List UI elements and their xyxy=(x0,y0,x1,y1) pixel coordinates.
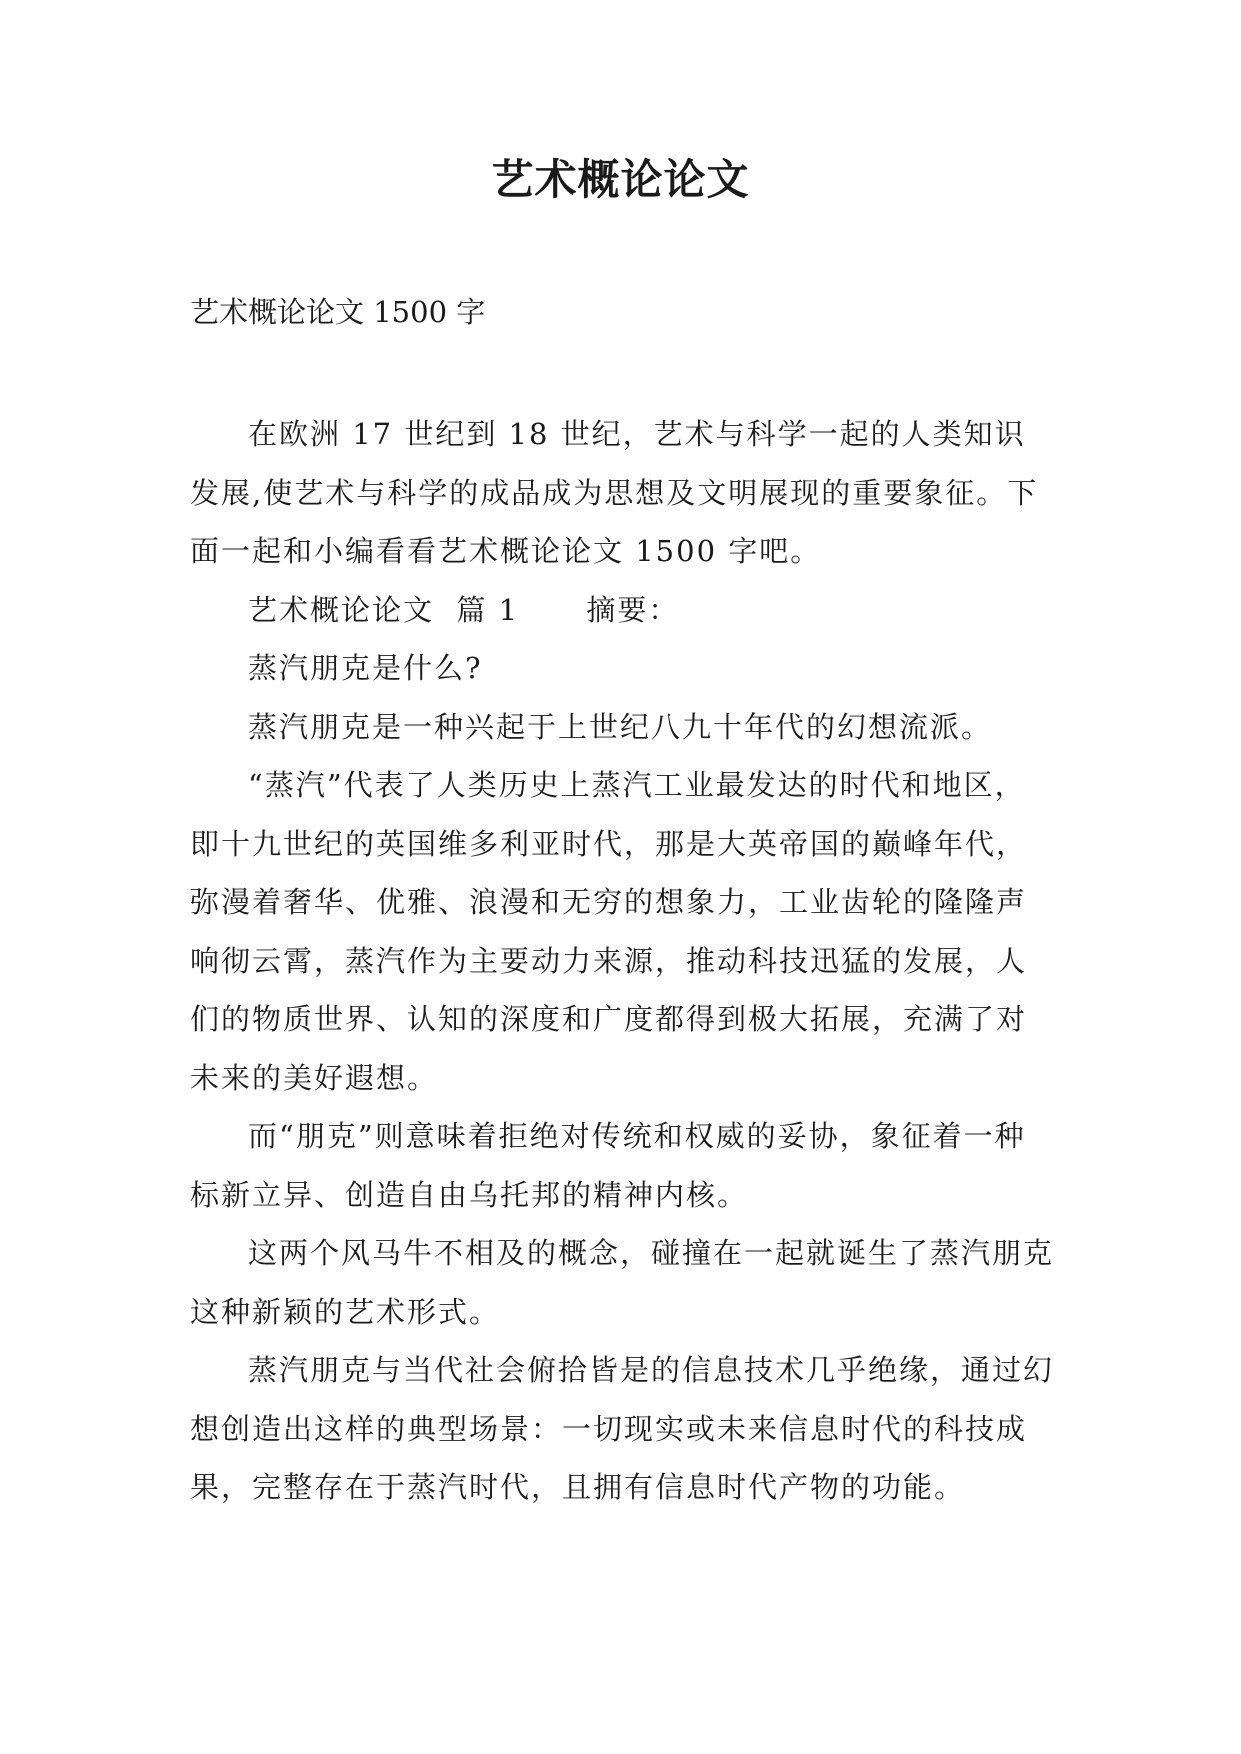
paragraph: 蒸汽朋克与当代社会俯拾皆是的信息技术几乎绝缘，通过幻想创造出这样的典型场景：一切现实或未来信息时代的科技成果，完整存在于蒸汽时代，且拥有信息时代产物的功能。 xyxy=(190,1353,1055,1504)
paragraph: 而“朋克”则意味着拒绝对传统和权威的妥协，象征着一种标新立异、创造自由乌托邦的精神内核。 xyxy=(190,1119,1026,1212)
paragraph: 艺术概论论文 篇 1 摘要： xyxy=(248,592,680,627)
paragraph: 这两个风马牛不相及的概念，碰撞在一起就诞生了蒸汽朋克这种新颖的艺术形式。 xyxy=(190,1236,1055,1329)
paragraph: 蒸汽朋克是什么? xyxy=(248,651,483,685)
paragraph: 蒸汽朋克是一种兴起于上世纪八九十年代的幻想流派。 xyxy=(248,709,993,744)
document-subtitle: 艺术概论论文 1500 字 xyxy=(190,295,486,329)
document-title: 艺术概论论文 xyxy=(491,155,750,204)
document-body xyxy=(190,405,1054,1517)
paragraph: “蒸汽”代表了人类历史上蒸汽工业最发达的时代和地区，即十九世纪的英国维多利亚时代，那是大英帝国的巅峰年代，弥漫着奢华、优雅、浪漫和无穷的想象力，工业齿轮的隆隆声响彻云霄，蒸汽作为主要动力来源，推动科技迅猛的发展，人们的物质世界、认知的深度和广度都得到极大拓展，充满了对未来的美好遐想。 xyxy=(190,768,1028,1095)
paragraph: 在欧洲 17 世纪到 18 世纪，艺术与科学一起的人类知识发展,使艺术与科学的成品成为思想及文明展现的重要象征。下面一起和小编看看艺术概论论文 1500 字吧。 xyxy=(190,417,1039,568)
